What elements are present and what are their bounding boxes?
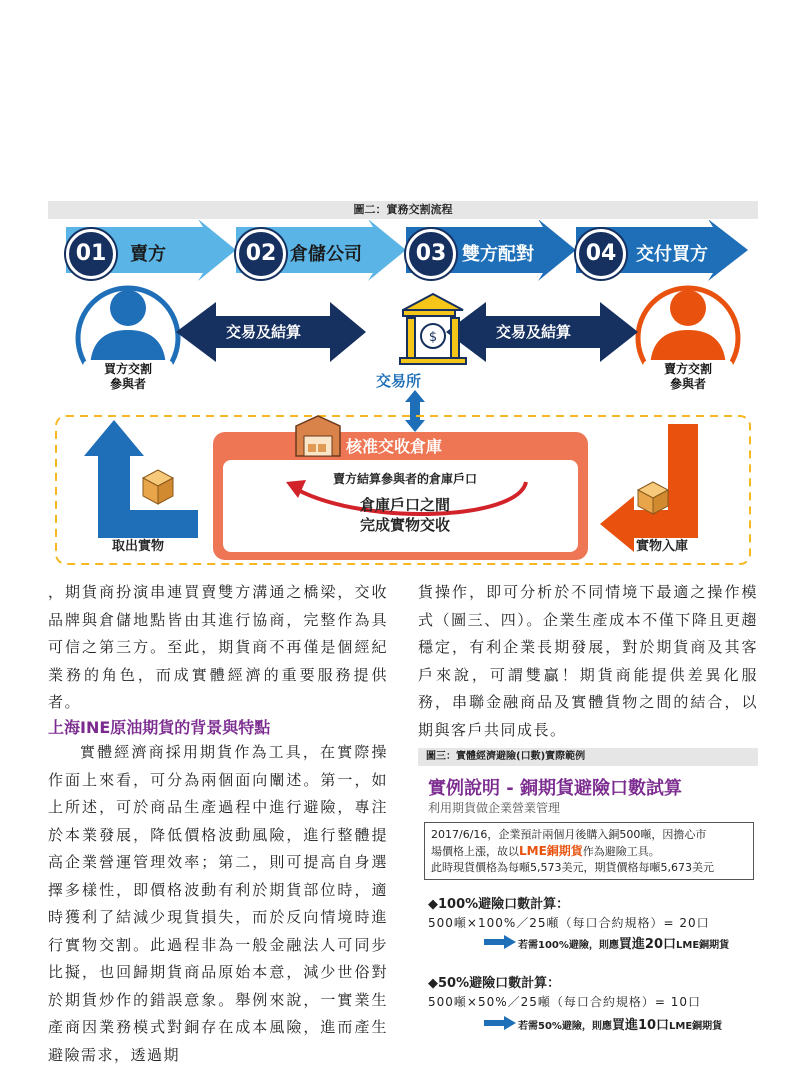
figure3-title: 實例說明 - 銅期貨避險口數試算 [428, 778, 683, 799]
step-label-matching: 雙方配對 [462, 244, 534, 265]
take-out-label: 取出實物 [112, 539, 165, 554]
exchange-label: 交易所 [376, 372, 422, 390]
left-person-label: 買方交割 參與者 [103, 362, 152, 391]
box-icon-left [143, 470, 173, 504]
calc2-arrow-icon [484, 1016, 516, 1030]
calc1-heading: ◆100%避險口數計算： [428, 897, 570, 912]
step-label-warehouse: 倉儲公司 [290, 244, 362, 265]
step-label-seller: 賣方 [130, 244, 166, 265]
warehouse-line-2: 完成實物交收 [359, 516, 450, 534]
figure-caption: 圖二：實務交割流程 [48, 201, 758, 219]
section-heading: 上海INE原油期貨的背景與特點 [48, 718, 271, 737]
calc1-note-a: 若需100%避險，則應 [518, 940, 619, 951]
exchange-warehouse-arrow [405, 390, 425, 432]
step-label-deliver: 交付買方 [636, 244, 708, 265]
case-line-2 [431, 843, 747, 860]
right-person-label: 賣方交割 參與者 [663, 362, 712, 391]
warehouse-icon [296, 416, 340, 456]
calc2-note-a: 若需50%避險，則應 [518, 1021, 612, 1032]
case-line-1: 2017/6/16，企業預計兩個月後購入銅500噸，因擔心市 [431, 828, 707, 841]
take-out-arrow [84, 420, 198, 538]
box-icon-right [638, 482, 668, 514]
warehouse-subtitle: 賣方結算參與者的倉庫戶口 [332, 472, 477, 486]
calc1-arrow-icon [484, 935, 516, 949]
calc2-line: 500噸×50%／25噸（每口合約規格）= 10口 [428, 995, 702, 1009]
step-number-1: 01 [66, 229, 116, 279]
case-line-2c: 作為避險工具。 [582, 845, 660, 858]
figure3-caption: 圖三：實體經濟避險(口數)實際範例 [418, 748, 758, 766]
left-paragraph-1: ，期貨商扮演串連買賣雙方溝通之橋梁，交收品牌與倉儲地點皆由其進行協商，完整作為具可信之第三方。至此，期貨商不再僅是個經紀業務的角色，而成實體經濟的重要服務提供者。 [48, 583, 388, 711]
trade-settle-right-label: 交易及結算 [496, 323, 572, 341]
warehouse-line-1: 倉庫戶口之間 [359, 496, 450, 514]
case-line-2a: 場價格上漲，故以 [431, 845, 519, 858]
calc1-note-b: 買進20口 [618, 937, 676, 952]
calc2-note-c: LME銅期貨 [669, 1021, 723, 1032]
step-number-3: 03 [406, 229, 456, 279]
calc1-note [518, 933, 729, 952]
calc1-note-c: LME銅期貨 [676, 940, 730, 951]
svg-text:$: $ [428, 330, 438, 345]
exchange-bank-icon [400, 294, 466, 364]
step-number-4: 04 [576, 229, 626, 279]
calc1-line: 500噸×100%／25噸（每口合約規格）= 20口 [428, 916, 710, 930]
case-line-3: 此時現貨價格為每噸5,573美元，期貨價格每噸5,673美元 [431, 861, 714, 874]
case-box [424, 822, 754, 880]
left-paragraph-2: 實體經濟商採用期貨作為工具，在實際操作面上來看，可分為兩個面向闡述。第一，如上所述，可於商品生產過程中進行避險，專注於本業發展，降低價格波動風險，進行整體提高企業營運管理效率；第二，則可提高自身選擇多樣性，即價格波動有利於期貨部位時，適時獲利了結減少現貨損失，而於反向情境時進行實物交割。此過程非為一般金融法人可同步比擬，也回歸期貨商品原始本意，減少世俗對於期貨炒作的錯誤意象。舉例來說，一實業生產商因業務模式對銅存在成本風險，進而產生避險需求，透過期 [48, 743, 388, 1064]
step-number-2: 02 [236, 229, 286, 279]
warehouse-title: 核准交收倉庫 [346, 437, 443, 456]
put-in-label: 實物入庫 [636, 539, 689, 554]
calc2-heading: ◆50%避險口數計算： [428, 976, 561, 991]
figure3-subtitle: 利用期貨做企業營業管理 [428, 801, 561, 815]
calc2-note [518, 1014, 722, 1033]
trade-settle-left-label: 交易及結算 [226, 323, 302, 341]
calc2-note-b: 買進10口 [611, 1018, 670, 1033]
case-highlight: LME銅期貨 [519, 844, 583, 858]
right-paragraph-1: 貨操作，即可分析於不同情境下最適之操作模式（圖三、四）。企業生產成本不僅下降且更趨穩定，有利企業長期發展，對於期貨商及其客戶來說，可謂雙贏！期貨商能提供差異化服務，串聯金融商品及實體貨物之間的結合，以期與客戶共同成長。 [418, 583, 758, 739]
